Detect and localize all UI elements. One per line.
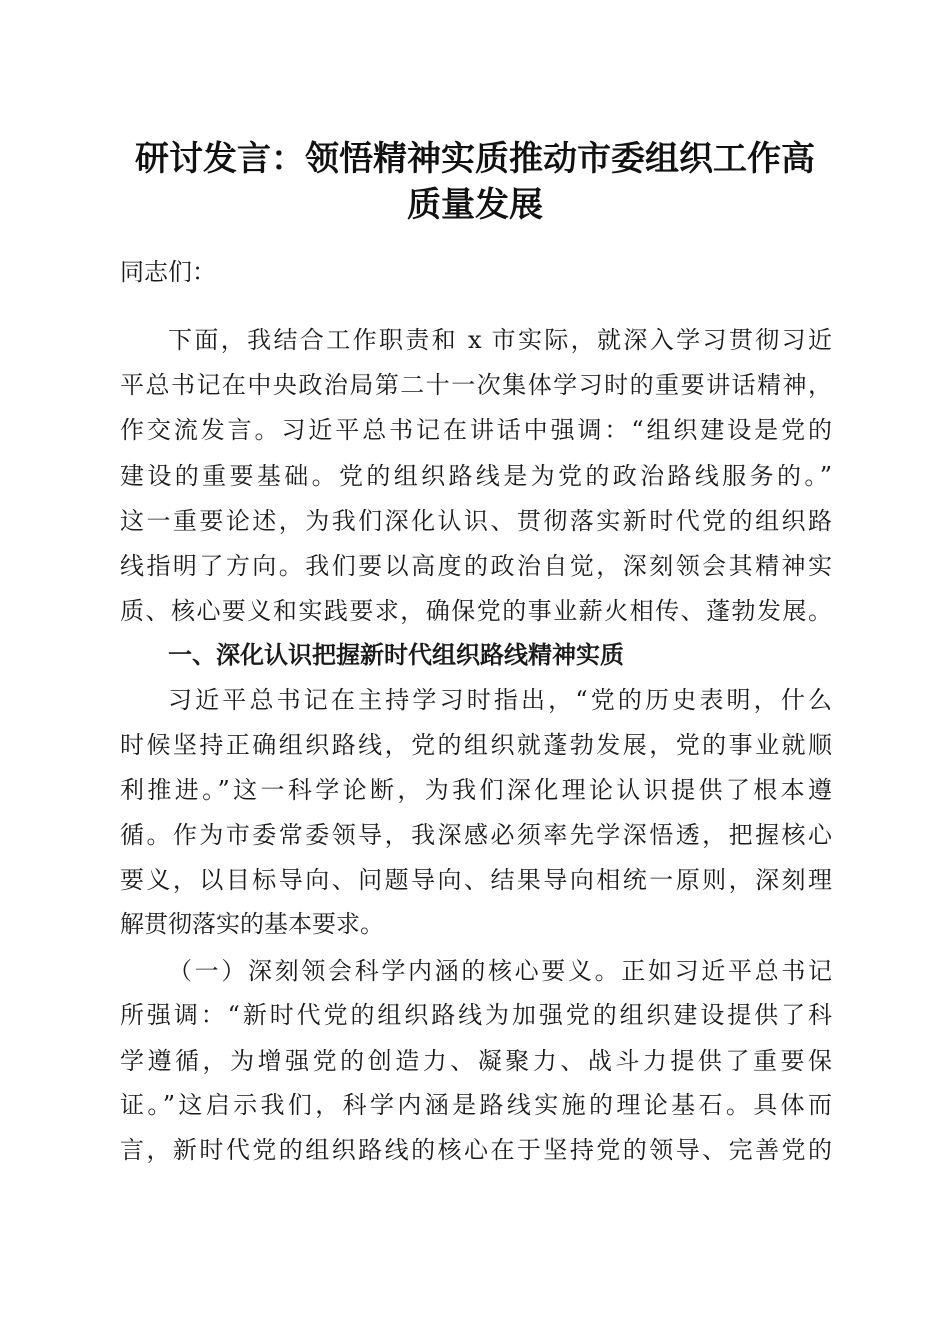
paragraph-line: 下面，我结合工作职责和 x 市实际，就深入学习贯彻习近 <box>168 326 832 354</box>
paragraph-line: 所强调：“新时代党的组织路线为加强党的组织建设提供了科 <box>120 1001 832 1029</box>
paragraph-line: （一）深刻领会科学内涵的核心要义。正如习近平总书记 <box>168 957 832 985</box>
paragraph-line: 言，新时代党的组织路线的核心在于坚持党的领导、完善党的 <box>120 1136 832 1164</box>
paragraph-line: 这一重要论述，为我们深化认识、贯彻落实新时代党的组织路 <box>120 507 832 535</box>
paragraph-line: 习近平总书记在主持学习时指出，“党的历史表明，什么 <box>168 686 832 714</box>
paragraph-line: 作交流发言。习近平总书记在讲话中强调：“组织建设是党的 <box>120 416 832 444</box>
paragraph-line: 解贯彻落实的基本要求。 <box>120 910 384 938</box>
salutation: 同志们： <box>120 258 216 286</box>
paragraph-line: 质、核心要义和实践要求，确保党的事业薪火相传、蓬勃发展。 <box>120 597 832 625</box>
paragraph-line: 线指明了方向。我们要以高度的政治自觉，深刻领会其精神实 <box>120 552 832 580</box>
document-title-line-2: 质量发展 <box>407 185 543 225</box>
section-heading: 一、深化认识把握新时代组织路线精神实质 <box>168 641 624 669</box>
paragraph-line: 学遵循，为增强党的创造力、凝聚力、战斗力提供了重要保 <box>120 1047 832 1075</box>
paragraph-line: 建设的重要基础。党的组织路线是为党的政治路线服务的。” <box>120 462 832 490</box>
paragraph-line: 时候坚持正确组织路线，党的组织就蓬勃发展，党的事业就顺 <box>120 731 832 759</box>
paragraph-line: 要义，以目标导向、问题导向、结果导向相统一原则，深刻理 <box>120 866 832 894</box>
paragraph-line: 循。作为市委常委领导，我深感必须率先学深悟透，把握核心 <box>120 821 832 849</box>
paragraph-line: 证。”这启示我们，科学内涵是路线实施的理论基石。具体而 <box>120 1091 832 1119</box>
document-title-line-1: 研讨发言：领悟精神实质推动市委组织工作高 <box>135 139 815 179</box>
paragraph-line: 平总书记在中央政治局第二十一次集体学习时的重要讲话精神， <box>120 371 832 399</box>
paragraph-line: 利推进。”这一科学论断，为我们深化理论认识提供了根本遵 <box>120 776 832 804</box>
